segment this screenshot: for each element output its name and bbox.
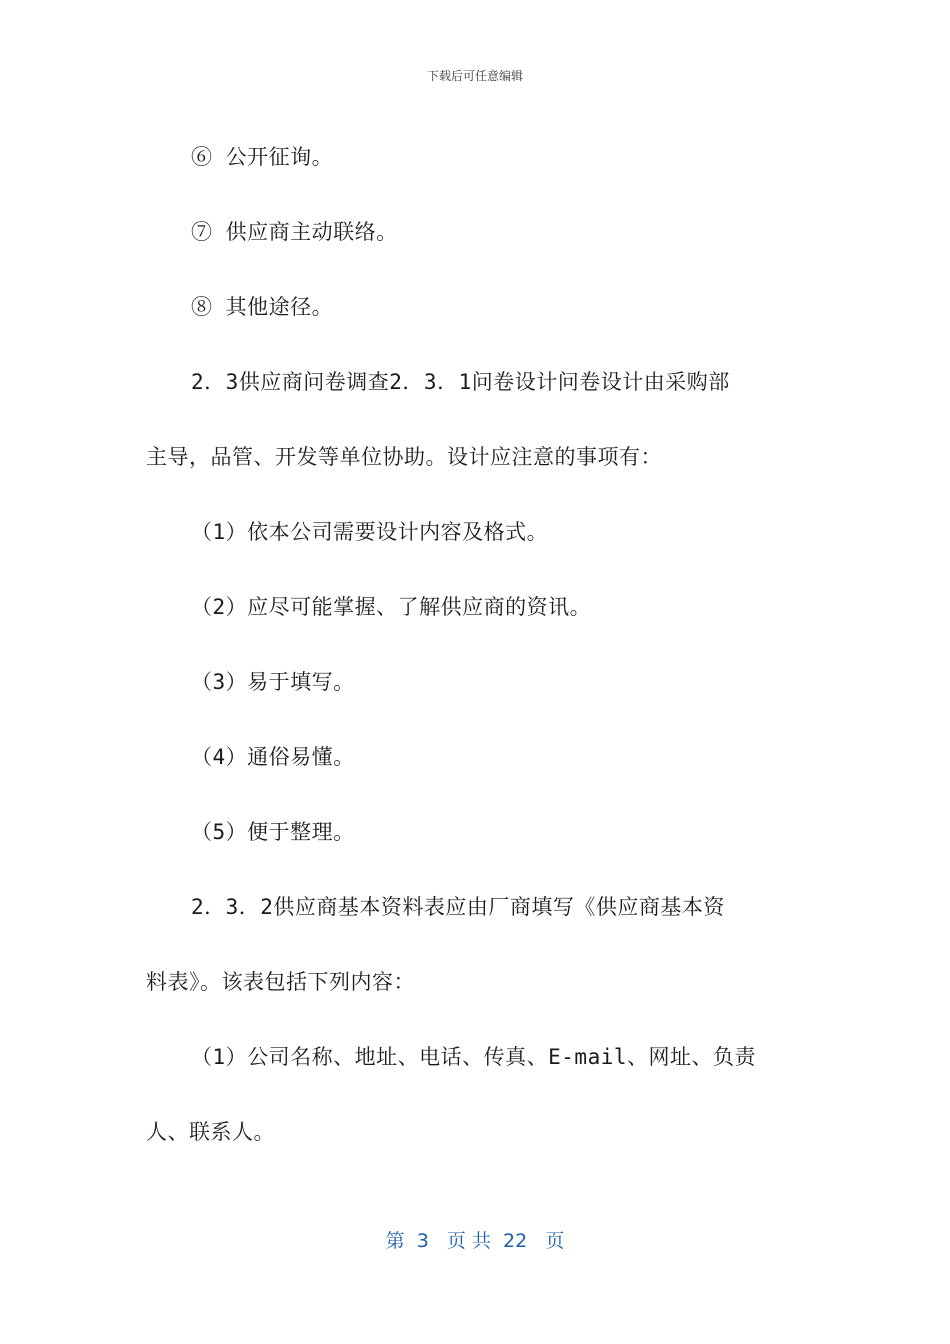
paragraph-line: 2．3供应商问卷调查2．3．1问卷设计问卷设计由采购部 — [191, 370, 730, 394]
page-number-footer: 第 3 页 共 22 页 — [385, 1230, 565, 1252]
paragraph-line: （4）通俗易懂。 — [191, 745, 355, 769]
paragraph-line: ⑥ 公开征询。 — [191, 145, 334, 169]
paragraph-line: 主导，品管、开发等单位协助。设计应注意的事项有： — [146, 445, 662, 469]
document-body — [146, 120, 811, 1170]
paragraph-line: （5）便于整理。 — [191, 820, 355, 844]
paragraph-line: 料表》。该表包括下列内容： — [146, 970, 415, 994]
page-header: 下载后可任意编辑 — [426, 69, 523, 83]
paragraph-line: （3）易于填写。 — [191, 670, 355, 694]
paragraph-line: （1）公司名称、地址、电话、传真、E-mail、网址、负责 — [191, 1045, 756, 1069]
paragraph-line: ⑧ 其他途径。 — [191, 295, 334, 319]
paragraph-line: （1）依本公司需要设计内容及格式。 — [191, 520, 549, 544]
paragraph-line: 人、联系人。 — [146, 1120, 275, 1144]
paragraph-line: （2）应尽可能掌握、了解供应商的资讯。 — [191, 595, 592, 619]
paragraph-line: ⑦ 供应商主动联络。 — [191, 220, 398, 244]
paragraph-line: 2．3．2供应商基本资料表应由厂商填写《供应商基本资 — [191, 895, 725, 919]
